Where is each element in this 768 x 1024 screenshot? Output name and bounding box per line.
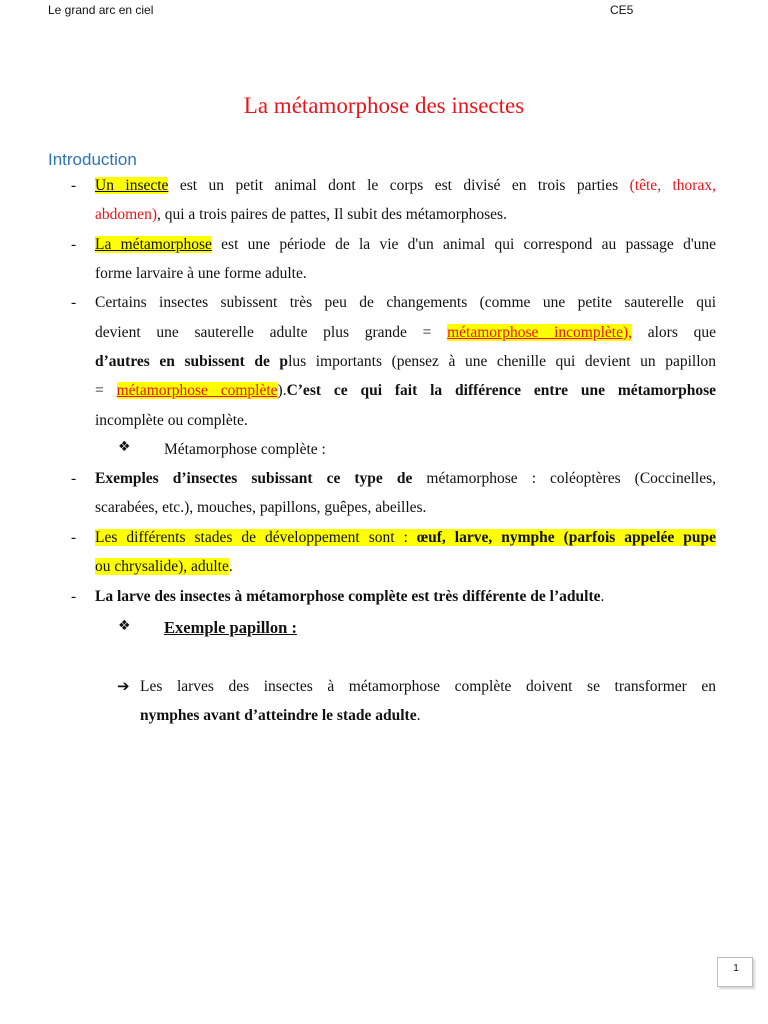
bullet-4-line-1 <box>95 469 716 489</box>
text: devient une sauterelle adulte plus grande = <box>95 324 448 341</box>
bullet-6-line-1 <box>95 587 604 607</box>
bold-text: Exemples d’insectes subissant ce type de <box>95 470 413 487</box>
highlight-incomplete: métamorphose incomplète), <box>447 324 633 341</box>
text: , qui a trois paires de pattes, Il subit des métamorphoses. <box>156 206 507 223</box>
red-text: (tête, thorax, <box>629 177 716 194</box>
section-complete-heading: Métamorphose complète : <box>164 441 326 458</box>
arrow-line-2 <box>140 706 420 726</box>
bold-text: œuf, larve, nymphe (parfois appelée pupe <box>416 529 716 546</box>
bullet-3-line-4 <box>95 381 716 401</box>
text: ). <box>277 382 287 399</box>
bullet-1-line-1 <box>95 176 716 196</box>
text: . <box>228 558 233 575</box>
term-insecte: Un insecte <box>95 177 169 194</box>
text: = <box>95 382 117 399</box>
bold-text: La larve des insectes à métamorphose complète est très différente de l’adulte <box>95 588 601 605</box>
text: métamorphose : coléoptères (Coccinelles, <box>412 470 717 487</box>
section-papillon-heading: Exemple papillon : <box>164 618 297 637</box>
bullet-dash: - <box>71 470 77 487</box>
bullet-1-line-2 <box>95 205 507 225</box>
bullet-dash: - <box>71 529 77 546</box>
text: alors que <box>632 324 716 341</box>
term-metamorphose: La métamorphose <box>95 236 212 253</box>
bullet-dash: - <box>71 588 77 605</box>
bold-text: nymphes avant d’atteindre le stade adulte <box>140 707 417 724</box>
highlight-complete: métamorphose complète <box>116 382 278 399</box>
introduction-heading: Introduction <box>48 150 137 169</box>
highlight-text: Les différents stades de développement sont : <box>95 529 417 546</box>
bold-text: d’autres en subissent de p <box>95 353 289 370</box>
text: lus importants (pensez à une chenille qui devient un papillon <box>288 353 716 370</box>
diamond-bullet-icon: ❖ <box>118 618 131 634</box>
highlight-text: ou chrysalide), adulte <box>95 558 229 575</box>
bold-text: C’est ce qui fait la différence entre une métamorphose <box>286 382 716 399</box>
bullet-3-line-1: Certains insectes subissent très peu de changements (comme une petite sauterelle qui <box>95 294 716 311</box>
bullet-5-line-1 <box>95 528 716 548</box>
bullet-dash: - <box>71 177 77 194</box>
bullet-2-line-2: forme larvaire à une forme adulte. <box>95 265 307 282</box>
bullet-2-line-1 <box>95 235 716 255</box>
bullet-5-line-2 <box>95 557 233 577</box>
arrow-line-1: Les larves des insectes à métamorphose complète doivent se transformer en <box>140 678 716 695</box>
text: est un petit animal dont le corps est divisé en trois parties <box>168 177 630 194</box>
page-title: La métamorphose des insectes <box>243 93 525 118</box>
text: . <box>416 707 421 724</box>
diamond-bullet-icon: ❖ <box>118 439 131 455</box>
header-left: Le grand arc en ciel <box>48 3 154 17</box>
page-number-box <box>717 957 753 987</box>
bullet-dash: - <box>71 236 77 253</box>
header-right: CE5 <box>610 3 634 17</box>
bullet-3-line-5: incomplète ou complète. <box>95 412 248 429</box>
bullet-3-line-3 <box>95 352 716 372</box>
arrow-right-icon: ➔ <box>117 677 130 695</box>
bullet-3-line-2 <box>95 323 716 343</box>
text: . <box>600 588 605 605</box>
page-number: 1 <box>733 963 739 974</box>
text: est une période de la vie d'un animal qui correspond au passage d'une <box>211 236 716 253</box>
bullet-4-line-2: scarabées, etc.), mouches, papillons, guêpes, abeilles. <box>95 499 427 516</box>
red-text: abdomen) <box>95 206 157 223</box>
bullet-dash: - <box>71 294 77 311</box>
